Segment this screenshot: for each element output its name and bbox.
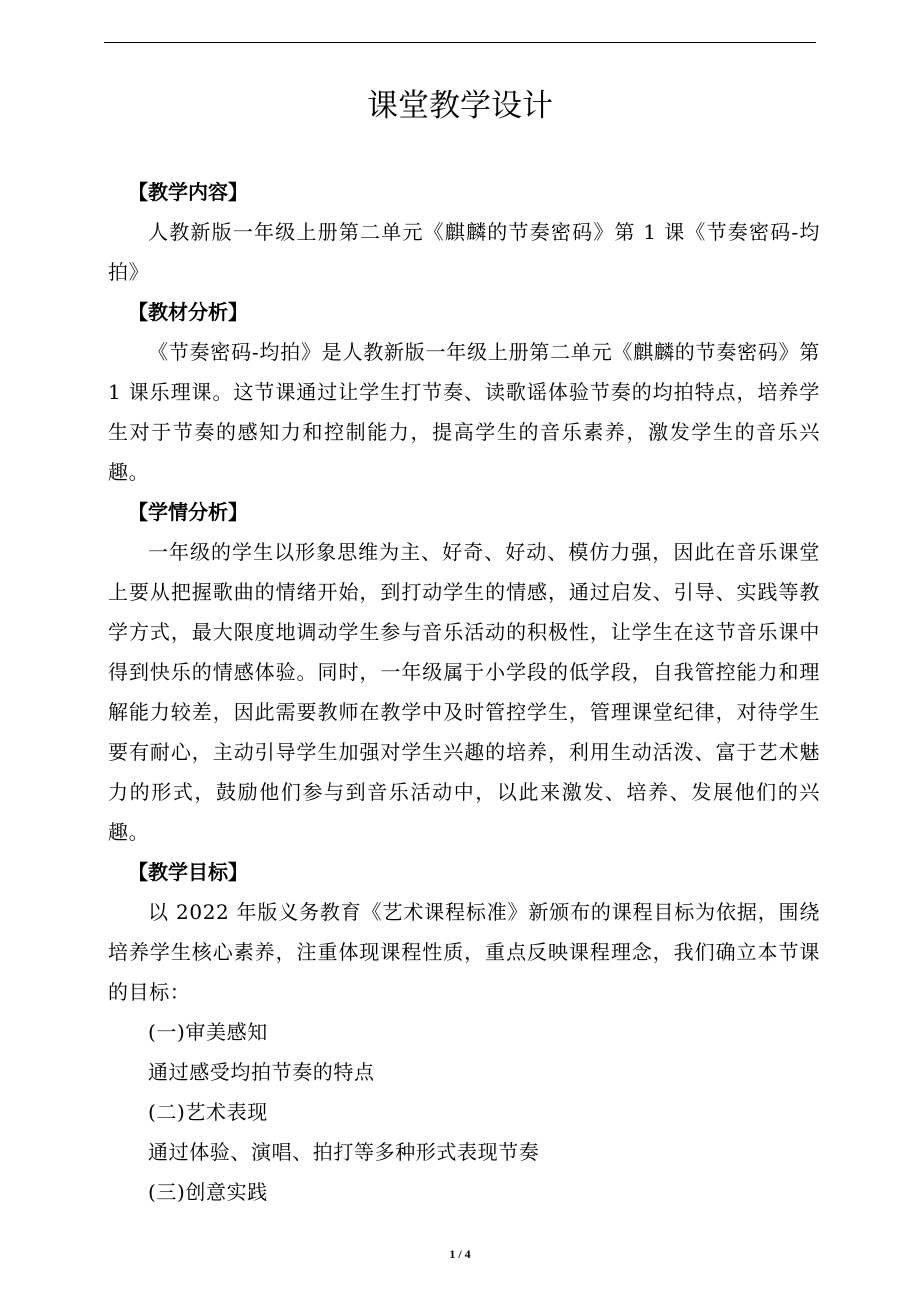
goal-subheading: (三)创意实践 — [148, 1180, 268, 1204]
section-paragraph: 《节奏密码-均拍》是人教新版一年级上册第二单元《麒麟的节奏密码》第 1 课乐理课。这节课通过让学生打节奏、读歌谣体验节奏的均拍特点，培养学生对于节奏的感知力和控制能力，提高学生的音乐素养，激发学生的音乐兴趣。 — [108, 340, 820, 484]
section-teaching-content — [108, 172, 820, 292]
document-body — [108, 172, 820, 1212]
section-heading: 【学情分析】 — [128, 500, 248, 524]
section-paragraph: 一年级的学生以形象思维为主、好奇、好动、模仿力强，因此在音乐课堂上要从把握歌曲的情绪开始，到打动学生的情感，通过启发、引导、实践等教学方式，最大限度地调动学生参与音乐活动的积极性，让学生在这节音乐课中得到快乐的情感体验。同时，一年级属于小学段的低学段，自我管控能力和理解能力较差，因此需要教师在教学中及时管控学生，管理课堂纪律，对待学生要有耐心，主动引导学生加强对学生兴趣的培养，利用生动活泼、富于艺术魅力的形式，鼓励他们参与到音乐活动中，以此来激发、培养、发展他们的兴趣。 — [108, 540, 820, 844]
header-rule — [104, 42, 816, 43]
section-teaching-goals — [108, 852, 820, 1212]
goal-subheading: (一)审美感知 — [148, 1020, 268, 1044]
section-heading: 【教学目标】 — [128, 860, 248, 884]
goal-description: 通过体验、演唱、拍打等多种形式表现节奏 — [148, 1140, 540, 1164]
section-paragraph: 人教新版一年级上册第二单元《麒麟的节奏密码》第 1 课《节奏密码-均拍》 — [108, 220, 820, 284]
page-number: 1 / 4 — [449, 1247, 471, 1261]
section-student-analysis — [108, 492, 820, 852]
goal-description: 通过感受均拍节奏的特点 — [148, 1060, 375, 1084]
section-material-analysis — [108, 292, 820, 492]
section-heading: 【教学内容】 — [128, 180, 248, 204]
goal-subheading: (二)艺术表现 — [148, 1100, 268, 1124]
section-paragraph: 以 2022 年版义务教育《艺术课程标准》新颁布的课程目标为依据，围绕培养学生核心素养，注重体现课程性质，重点反映课程理念，我们确立本节课的目标： — [108, 900, 820, 1004]
document-title: 课堂教学设计 — [367, 88, 553, 124]
section-heading: 【教材分析】 — [128, 300, 248, 324]
